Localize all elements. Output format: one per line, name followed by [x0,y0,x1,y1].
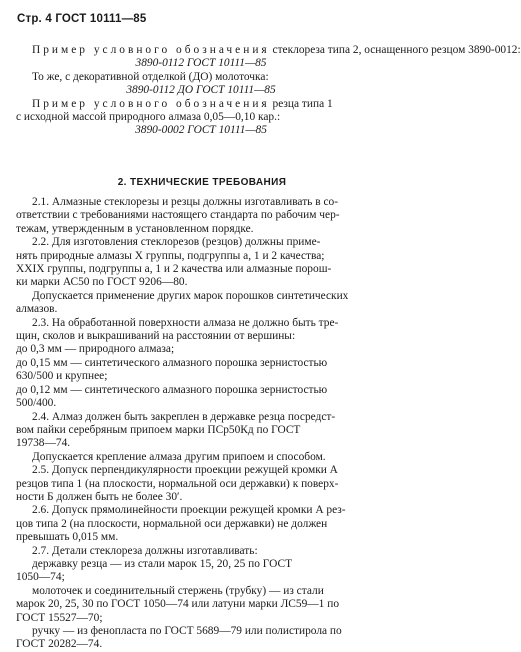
designation-examples [16,44,521,138]
text-line: до 0,3 мм — природного алмаза; [16,343,175,356]
text-line: державку резца — из стали марок 15, 20, 25 по ГОСТ [32,557,293,570]
text-line: 2.3. На обработанной поверхности алмаза не должно быть тре- [32,316,339,329]
text-line: 500/400. [16,397,57,410]
example-1-line [16,44,521,57]
text-line: ности Б должен быть не более 30′. [16,490,183,503]
example-1-lead: Пример условного обозначения [32,44,270,56]
text-line: Допускается применение других марок порошков синтетических [32,289,349,302]
text-line: ответствии с требованиями настоящего стандарта по рабочим чер- [16,209,340,222]
text-line: цов типа 2 (на плоскости, нормальной оси державки) не должен [16,517,328,530]
text-line: молоточек и соединительный стержень (трубку) — из стали [32,584,324,597]
text-line: резцов типа 1 (на плоскости, нормальной оси державки) к поверх- [16,477,339,490]
text-line: до 0,15 мм — синтетического алмазного порошка зернистостью [16,356,328,369]
section-body [16,196,386,652]
text-line: 19738—74. [16,437,71,450]
example-1-rest: стеклореза типа 2, оснащенного резцом 3890-0012: [272,44,521,56]
text-line: 630/500 и крупнее; [16,370,108,383]
example-2-code: 3890-0112 ДО ГОСТ 10111—85 [126,84,276,97]
text-line: ГОСТ 15527—70; [16,611,103,624]
text-line: ручку — из фенопласта по ГОСТ 5689—79 или полистирола по [32,625,342,637]
example-3-code: 3890-0002 ГОСТ 10111—85 [135,124,267,137]
text-line: Допускается крепление алмаза другим припоем и способом. [32,450,326,463]
text-line: тежам, утвержденным в установленном порядке. [16,222,254,235]
text-line: марок 20, 25, 30 по ГОСТ 1050—74 или латуни марки ЛС59—1 по [16,598,340,611]
text-line: 1050—74; [16,571,65,584]
text-line: 2.6. Допуск прямолинейности проекции режущей кромки А рез- [32,504,346,517]
text-line: превышать 0,015 мм. [16,531,119,544]
text-line: ки марки АС50 по ГОСТ 9206—80. [16,276,188,289]
text-line: 2.4. Алмаз должен быть закреплен в державке резца посредст- [32,410,336,423]
example-3-line [16,98,386,111]
example-3-line-2: с исходной массой природного алмаза 0,05—0,10 кар.: [16,111,281,124]
page-header: Стр. 4 ГОСТ 10111—85 [17,13,147,25]
example-3-rest: резца типа 1 [272,97,333,110]
example-1-code: 3890-0112 ГОСТ 10111—85 [135,57,267,70]
section-title: 2. ТЕХНИЧЕСКИЕ ТРЕБОВАНИЯ [117,177,287,188]
example-3-lead: Пример условного обозначения [32,97,270,110]
text-line: алмазов. [16,303,58,316]
text-line: 2.5. Допуск перпендикулярности проекции режущей кромки А [32,464,338,477]
text-line: нять природные алмазы X группы, подгруппы а, 1 и 2 качества; [16,249,325,262]
text-line: вом пайки серебряным припоем марки ПСр50Кд по ГОСТ [16,423,301,436]
text-line: XXIX группы, подгруппы а, 1 и 2 качества или алмазные порош- [16,263,332,276]
text-line: 2.7. Детали стеклореза должны изготавливать: [32,544,258,557]
text-line: ГОСТ 20282—74. [16,638,103,651]
example-2-line: То же, с декоративной отделкой (ДО) молоточка: [32,70,269,83]
text-line: 2.2. Для изготовления стеклорезов (резцов) должны приме- [32,236,321,249]
text-line: щин, сколов и выкрашиваний на расстоянии от вершины: [16,330,296,343]
text-line: 2.1. Алмазные стеклорезы и резцы должны изготавливать в со- [32,196,338,208]
text-line: до 0,12 мм — синтетического алмазного порошка зернистостью [16,383,328,396]
